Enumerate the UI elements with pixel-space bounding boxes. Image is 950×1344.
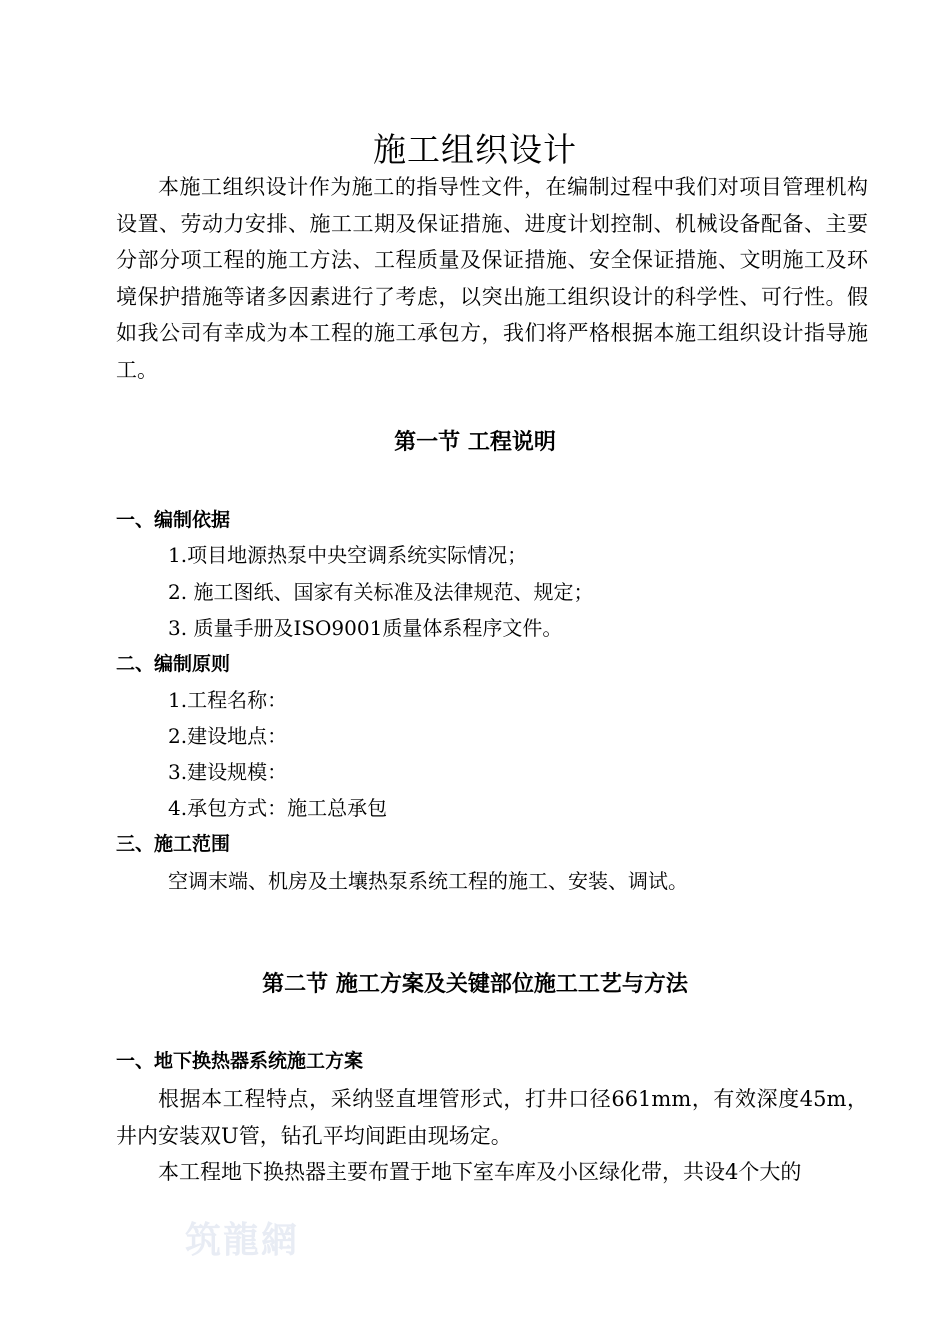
list-item: 1.工程名称：: [168, 688, 288, 712]
list-item: 2. 施工图纸、国家有关标准及法律规范、规定；: [168, 580, 594, 604]
section-1-title: 第一节 工程说明: [394, 430, 556, 455]
heading-underground-exchanger: 一、地下换热器系统施工方案: [116, 1050, 364, 1072]
body-paragraph: 根据本工程特点，采纳竖直埋管形式，打井口径661mm，有效深度45m，井内安装双U管，钻孔平均间距由现场定。: [116, 1087, 868, 1148]
heading-construction-scope: 三、施工范围: [116, 833, 231, 855]
document-title: 施工组织设计: [373, 130, 577, 169]
scope-text: 空调末端、机房及土壤热泵系统工程的施工、安装、调试。: [168, 869, 688, 893]
heading-compile-principles: 二、编制原则: [116, 653, 231, 675]
list-item: 3. 质量手册及ISO9001质量体系程序文件。: [168, 616, 563, 640]
list-item: 2.建设地点：: [168, 724, 288, 748]
section-2-title: 第二节 施工方案及关键部位施工工艺与方法: [262, 972, 688, 997]
list-item: 3.建设规模：: [168, 760, 288, 784]
watermark-logo: 筑龍網: [185, 1219, 300, 1261]
heading-compile-basis: 一、编制依据: [116, 509, 231, 531]
list-item: 4.承包方式：施工总承包: [168, 796, 388, 820]
list-item: 1.项目地源热泵中央空调系统实际情况；: [168, 543, 528, 567]
intro-paragraph: 本施工组织设计作为施工的指导性文件，在编制过程中我们对项目管理机构设置、劳动力安排、施工工期及保证措施、进度计划控制、机械设备配备、主要分部分项工程的施工方法、工程质量及保证措施、安全保证措施、文明施工及环境保护措施等诸多因素进行了考虑，以突出施工组织设计的科学性、可行性。假如我公司有幸成为本工程的施工承包方，我们将严格根据本施工组织设计指导施工。: [116, 175, 868, 382]
body-paragraph: 本工程地下换热器主要布置于地下室车库及小区绿化带，共设4个大的: [158, 1160, 802, 1184]
